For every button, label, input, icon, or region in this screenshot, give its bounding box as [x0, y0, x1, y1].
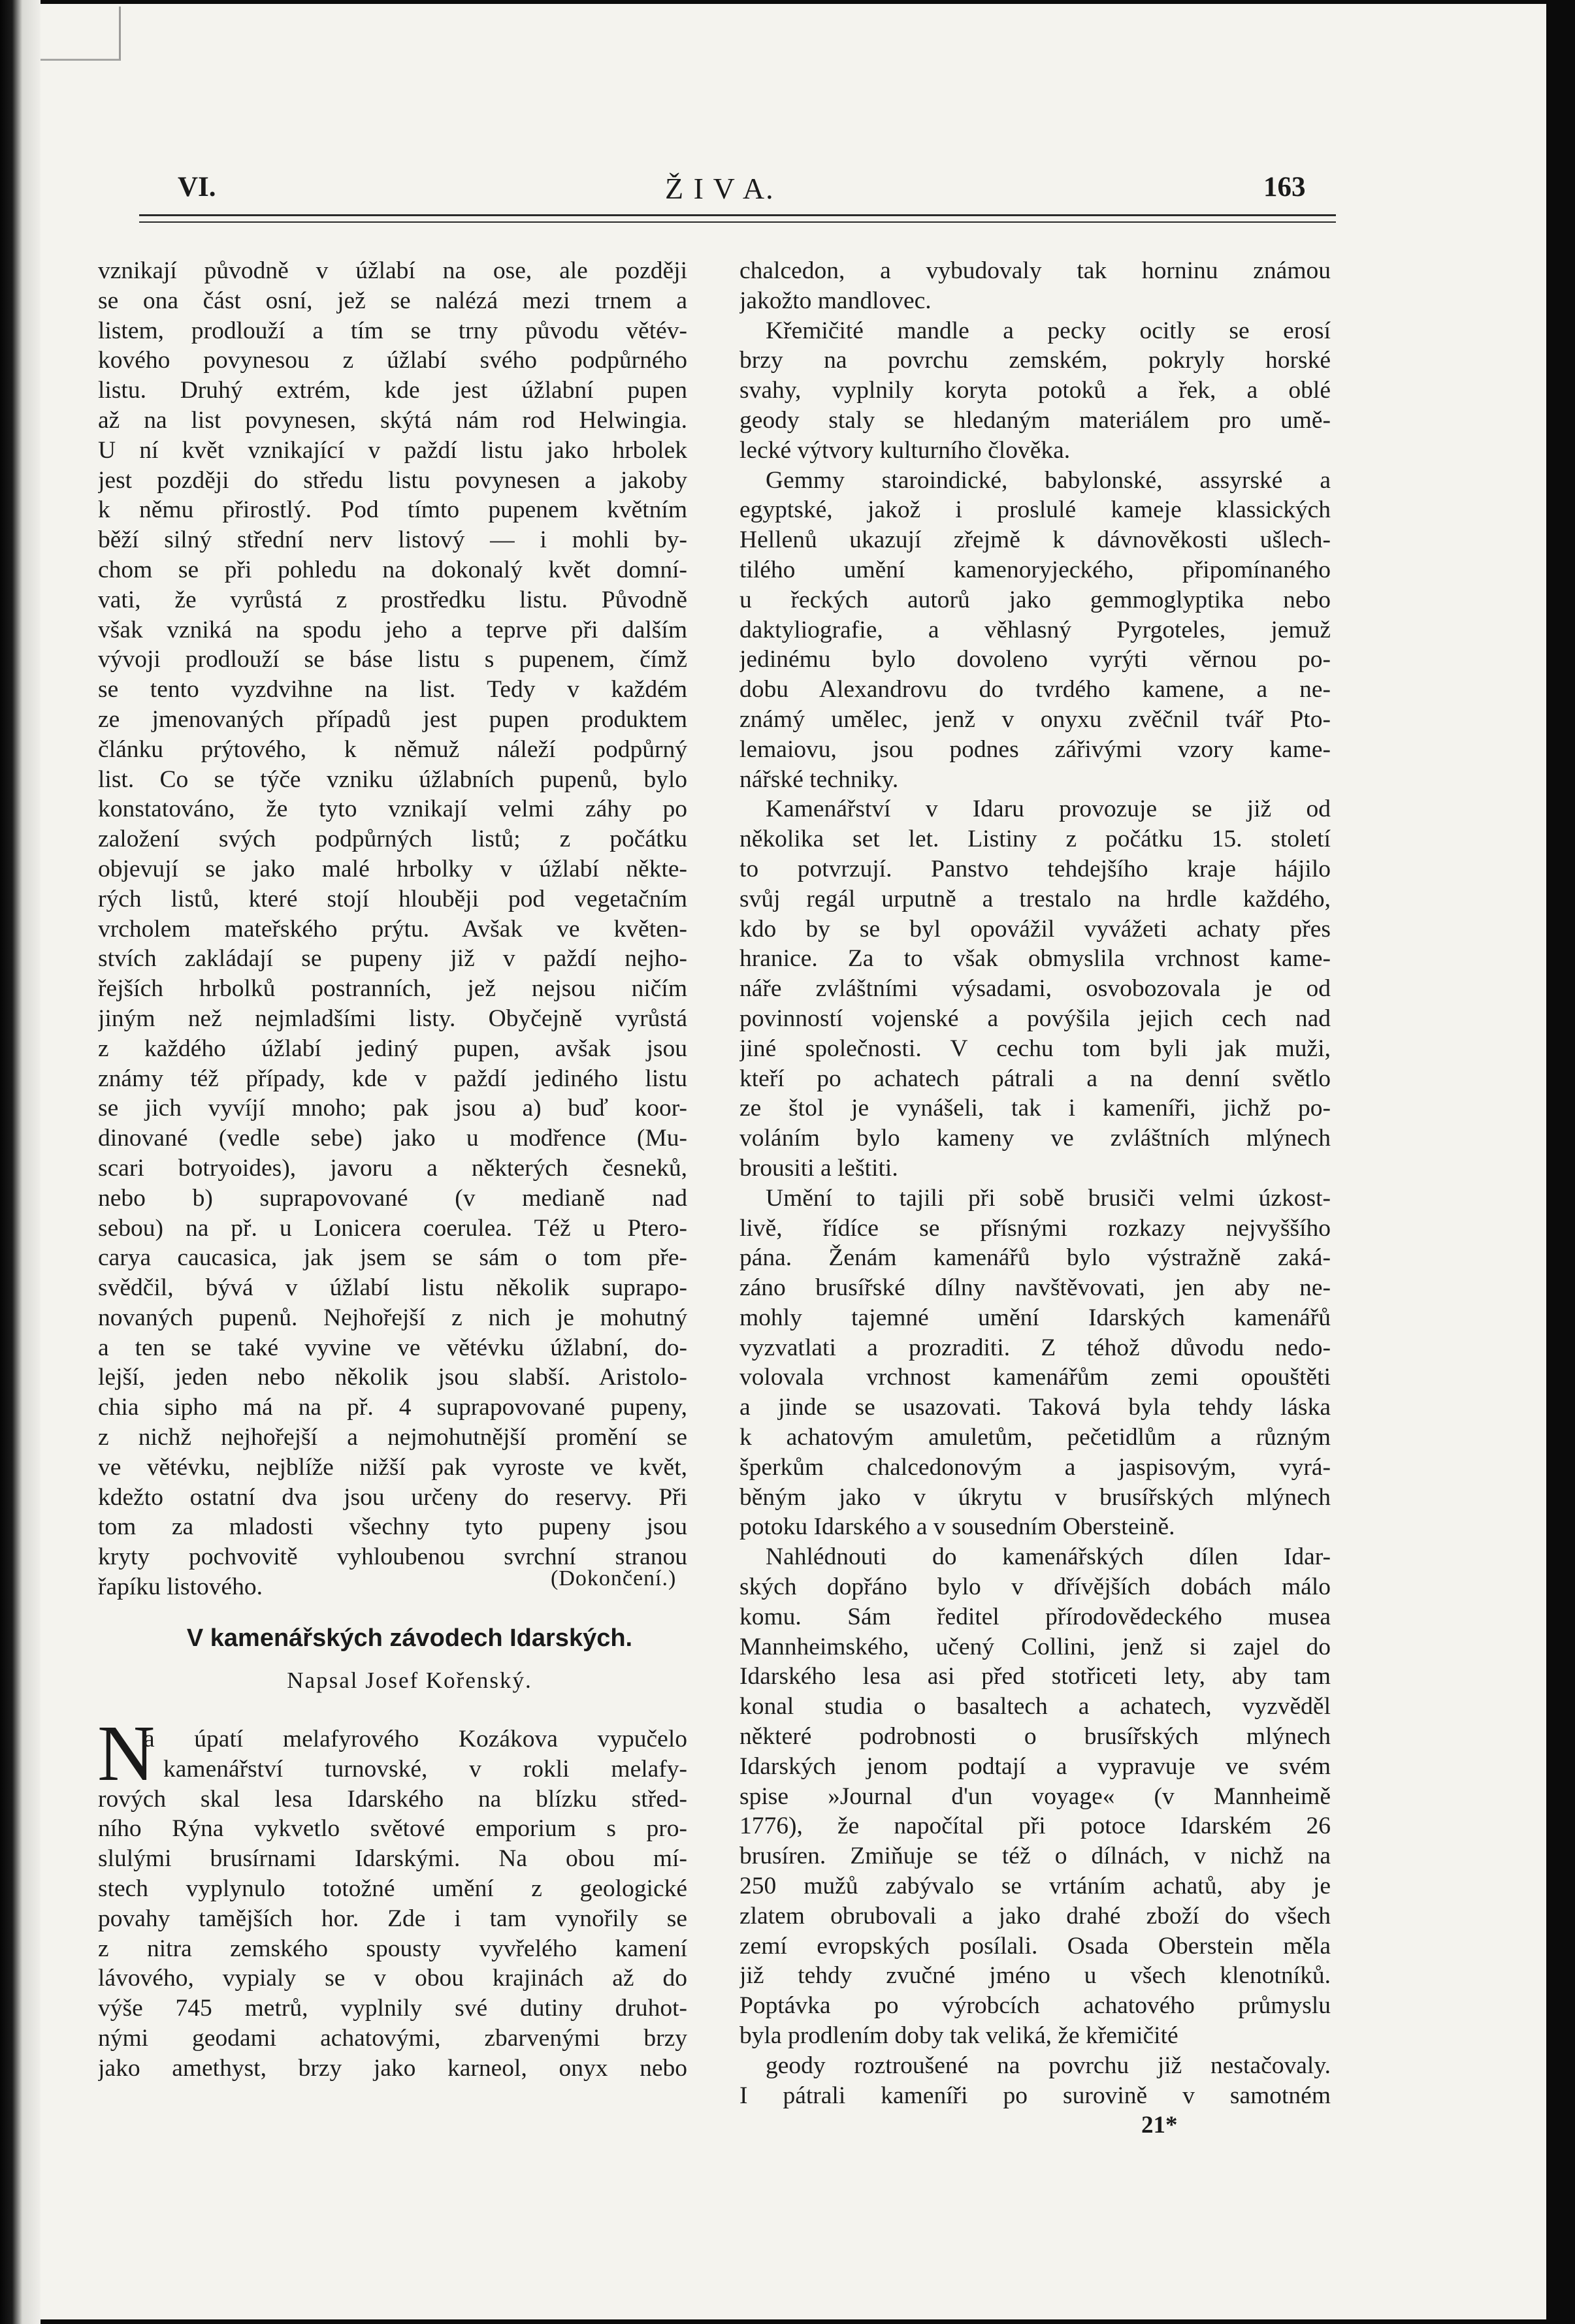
text-line: nými geodami achatovými, zbarvenými brzy [98, 2024, 687, 2052]
text-line: vati, že vyrůstá z prostředku listu. Původně [98, 586, 687, 613]
text-line: jiným než nejmladšími listy. Obyčejně vyrůstá [98, 1005, 687, 1032]
text-line: spise »Journal d'un voyage« (v Mannheimě [739, 1783, 1331, 1810]
volume-label: VI. [178, 172, 216, 202]
text-line: běným jako v úkrytu v brusířských mlýnech [739, 1483, 1331, 1511]
left-column-bottom [98, 1724, 687, 2084]
text-line: až na list povynesen, skýtá nám rod Helwingia. [98, 406, 687, 434]
text-line: vznikají původně v úžlabí na ose, ale později [98, 257, 687, 284]
text-line: jako amethyst, brzy jako karneol, onyx nebo [98, 2054, 687, 2082]
text-line: daktyliografie, a věhlasný Pyrgoteles, jemuž [739, 616, 1331, 643]
text-line: zlatem obrubovali a jako drahé zboží do všech [739, 1902, 1331, 1929]
text-line: brzy na povrchu zemském, pokryly horské [739, 347, 1331, 374]
text-line: jiné společnosti. V cechu tom byli jak muži, [739, 1035, 1331, 1062]
text-line: Poptávka po výrobcích achatového průmyslu [739, 1992, 1331, 2020]
text-line: list. Co se týče vzniku úžlabních pupenů, bylo [98, 766, 687, 793]
left-column-top [98, 256, 687, 1602]
text-line: sebou) na př. u Lonicera coerulea. Též u Ptero- [98, 1214, 687, 1242]
text-line: a jinde se usazovati. Taková byla tehdy láska [739, 1394, 1331, 1421]
text-line: konal studia o basaltech a achatech, vyzvěděl [739, 1693, 1331, 1720]
scan-corner-artifact [41, 7, 121, 61]
article-title: V kamenářských závodech Idarských. [186, 1624, 633, 1652]
text-line: lávového, vypialy se v obou krajinách až do [98, 1965, 687, 1992]
signature-mark: 21* [1141, 2112, 1178, 2138]
text-line: Idarského lesa asi před stotřiceti lety, aby tam [739, 1663, 1331, 1690]
text-line: svahy, vyplnily koryta potoků a řek, a oblé [739, 377, 1331, 404]
text-line: již tehdy zvučné jméno u všech klenotníků. [739, 1962, 1331, 1990]
text-line: egyptské, jakož i proslulé kameje klassických [739, 496, 1331, 524]
text-line: konstatováno, že tyto vznikají velmi záhy po [98, 796, 687, 823]
text-line: byla prodlením doby tak veliká, že křemičité [739, 2022, 1178, 2050]
text-line: 250 mužů zabývalo se vrtáním achatů, aby je [739, 1873, 1331, 1900]
text-line: několika set let. Listiny z počátku 15. století [739, 826, 1331, 853]
text-line: náře zvláštními výsadami, osvobozovala je od [739, 975, 1331, 1003]
text-line: řejších hrbolků postranních, jež nejsou ničím [98, 975, 687, 1003]
text-line: z nichž nejhořejší a nejmohutnější promění se [98, 1424, 687, 1451]
text-line: z nitra zemského spousty vyvřelého kamení [98, 1935, 687, 1962]
text-line: článku prýtového, k němuž náleží podpůrný [98, 735, 687, 763]
text-line: známý umělec, jenž v onyxu zvěčnil tvář Pto- [739, 705, 1331, 733]
text-line: šperkům chalcedonovým a jaspisovým, vyrá- [739, 1453, 1331, 1481]
text-line: nebo b) suprapovované (v medianě nad [98, 1184, 687, 1212]
right-column [739, 256, 1331, 2110]
text-line: lejší, jeden nebo několik jsou slabší. Aristolo- [98, 1364, 687, 1391]
text-line: carya caucasica, jak jsem se sám o tom pře- [98, 1244, 687, 1272]
text-line: výše 745 metrů, vyplnily své dutiny druhot- [98, 1995, 687, 2022]
text-line: nářské techniky. [739, 766, 899, 793]
text-line: však vzniká na spodu jeho a teprve při dalším [98, 616, 687, 643]
text-line: vyzvatlati a prozraditi. Z téhož důvodu nedo- [739, 1334, 1331, 1361]
text-line: dobu Alexandrovu do tvrdého kamene, a ne- [739, 676, 1331, 703]
text-line: geody staly se hledaným materiálem pro umě- [739, 406, 1331, 434]
continuation-note: (Dokončení.) [551, 1566, 677, 1590]
text-line: scari botryoides), javoru a některých česneků, [98, 1154, 687, 1182]
text-line: brousiti a leštiti. [739, 1154, 898, 1182]
text-line: svědčil, bývá v úžlabí listu několik suprapo- [98, 1274, 687, 1302]
text-line: k němu přirostlý. Pod tímto pupenem květním [98, 496, 687, 524]
text-line: kdežto ostatní dva jsou určeny do reservy. Při [98, 1483, 687, 1511]
text-line: Kamenářství v Idaru provozuje se již od [766, 796, 1331, 823]
text-line: Gemmy staroindické, babylonské, assyrské a [766, 466, 1331, 494]
text-line: Umění to tajili při sobě brusiči velmi úzkost- [766, 1184, 1331, 1212]
text-line: se ona část osní, jež se nalézá mezi trnem a [98, 287, 687, 314]
header-rule [139, 214, 1336, 223]
scan-left-edge [0, 0, 41, 2324]
text-line: k achatovým amuletům, pečetidlům a různým [739, 1424, 1331, 1451]
text-line: slulými brusírnami Idarskými. Na obou mí- [98, 1845, 687, 1873]
text-line: listem, prodlouží a tím se trny původu větév- [98, 317, 687, 344]
text-line: tilého umění kamenoryjeckého, připomínaného [739, 556, 1331, 583]
text-line: pána. Ženám kamenářů bylo výstražně zaká- [739, 1244, 1331, 1272]
text-line: 1776), že napočítal při potoce Idarském 26 [739, 1813, 1331, 1840]
text-line: Hellenů ukazují zřejmě k dávnověkosti ušlech- [739, 526, 1331, 554]
text-line: U ní květ vznikající v paždí listu jako hrbolek [98, 436, 687, 464]
text-line: kryty pochvovitě vyhloubenou svrchní stranou [98, 1543, 687, 1571]
text-line: lemaiovu, jsou podnes zářivými vzory kame- [739, 735, 1331, 763]
text-line: a ten se také vyvine ve větévku úžlabní, do- [98, 1334, 687, 1361]
text-line: geody roztroušené na povrchu již nestačovaly. [766, 2052, 1331, 2079]
text-line: ze štol je vynášeli, tak i kameníři, jichž po- [739, 1095, 1331, 1122]
text-line: brusíren. Zmiňuje se též o dílnách, v nichž na [739, 1843, 1331, 1870]
text-line: známy též případy, kde v paždí jediného listu [98, 1065, 687, 1092]
text-line: u řeckých autorů jako gemmoglyptika nebo [739, 586, 1331, 613]
text-line: kdo by se byl opovážil vyvážeti achaty přes [739, 915, 1331, 943]
text-line: ských dopřáno bylo v dřívějších dobách málo [739, 1574, 1331, 1601]
text-line: rých listů, které stojí hlouběji pod vegetačním [98, 885, 687, 912]
text-line: se tento vyzdvihne na list. Tedy v každém [98, 676, 687, 703]
text-line: novaných pupenů. Nejhořejší z nich je mohutný [98, 1304, 687, 1331]
text-line: mohly tajemné umění Idarských kamenářů [739, 1304, 1331, 1331]
text-line: Křemičité mandle a pecky ocitly se erosí [766, 317, 1331, 344]
text-line: povahy tamějších hor. Zde i tam vynořily se [98, 1905, 687, 1932]
text-line: z každého úžlabí jediný pupen, avšak jsou [98, 1035, 687, 1062]
text-line: řapíku listového. [98, 1574, 263, 1601]
text-line: chia sipho má na př. 4 suprapovované pupeny, [98, 1394, 687, 1421]
text-line: založení svých podpůrných listů; z počátku [98, 826, 687, 853]
text-line: I pátrali kameníři po surovině v samotném [739, 2082, 1331, 2109]
text-line: chalcedon, a vybudovaly tak horninu známou [739, 257, 1331, 284]
page-number: 163 [1263, 172, 1306, 202]
text-line: Nahlédnouti do kamenářských dílen Idar- [766, 1543, 1331, 1571]
text-line: komu. Sám ředitel přírodovědeckého musea [739, 1603, 1331, 1630]
text-line: jakožto mandlovec. [739, 287, 932, 314]
text-line: svůj regál urputně a trestalo na hrdle každého, [739, 885, 1331, 912]
drop-cap: N [97, 1709, 155, 1798]
text-line: voláním bylo kameny ve zvláštních mlýnech [739, 1125, 1331, 1152]
text-line: hranice. Za to však obmyslila vrchnost kame- [739, 945, 1331, 973]
text-line: záno brusířské dílny navštěvovati, jen aby ne- [739, 1274, 1331, 1302]
text-line: vývoji prodlouží se báse listu s pupenem, čímž [98, 646, 687, 673]
text-line: rových skal lesa Idarského na blízku střed- [98, 1785, 687, 1813]
text-line: kteří po achatech pátrali a na denní světlo [739, 1065, 1331, 1092]
text-line: jedinému bylo dovoleno vyrýti věrnou po- [739, 646, 1331, 673]
text-line: Idarských jenom podtají a vypravuje ve svém [739, 1752, 1331, 1780]
text-line: jest později do středu listu povynesen a jakoby [98, 466, 687, 494]
text-line: chom se při pohledu na dokonalý květ domní- [98, 556, 687, 583]
text-line: povinností vojenské a povýšila jejich cech nad [739, 1005, 1331, 1032]
article-byline: Napsal Josef Kořenský. [287, 1668, 532, 1693]
text-line: zemí evropských posílali. Osada Oberstein měla [739, 1932, 1331, 1960]
text-line: potoku Idarského a v sousedním Obersteině. [739, 1513, 1175, 1541]
text-line: kamenářství turnovské, v rokli melafy- [163, 1755, 687, 1783]
text-line: lecké výtvory kulturního člověka. [739, 436, 1071, 464]
text-line: tom za mladosti všechny tyto pupeny jsou [98, 1513, 687, 1541]
text-line: a úpatí melafyrového Kozákova vypučelo [144, 1726, 687, 1752]
text-line: některé podrobnosti o brusířských mlýnech [739, 1723, 1331, 1751]
text-line: běží silný střední nerv listový — i mohli by- [98, 526, 687, 554]
text-line: vrcholem mateřského prýtu. Avšak ve květen- [98, 915, 687, 943]
text-line: ního Rýna vykvetlo světové emporium s pro- [98, 1815, 687, 1843]
text-line: to potvrzují. Panstvo tehdejšího kraje hájilo [739, 855, 1331, 882]
text-line: dinované (vedle sebe) jako u modřence (Mu- [98, 1125, 687, 1152]
text-line: livě, řídíce se přísnými rozkazy nejvyššího [739, 1214, 1331, 1242]
text-line: ze jmenovaných případů jest pupen produktem [98, 705, 687, 733]
text-line: stvích zakládají se pupeny již v paždí nejho- [98, 945, 687, 973]
text-line: se jich vyvíjí mnoho; pak jsou a) buď koor- [98, 1095, 687, 1122]
journal-title: Ž I V A. [665, 172, 775, 205]
text-line: kového povynesou z úžlabí svého podpůrného [98, 347, 687, 374]
text-line: objevují se jako malé hrbolky v úžlabí někte- [98, 855, 687, 882]
text-line: stech vyplynulo totožné umění z geologické [98, 1875, 687, 1902]
text-line: volovala vrchnost kamenářům zemi opouštěti [739, 1364, 1331, 1391]
text-line: listu. Druhý extrém, kde jest úžlabní pupen [98, 377, 687, 404]
text-line: Mannheimského, učený Collini, jenž si zajel do [739, 1633, 1331, 1660]
text-line: ve větévku, nejblíže nižší pak vyroste ve květ, [98, 1453, 687, 1481]
